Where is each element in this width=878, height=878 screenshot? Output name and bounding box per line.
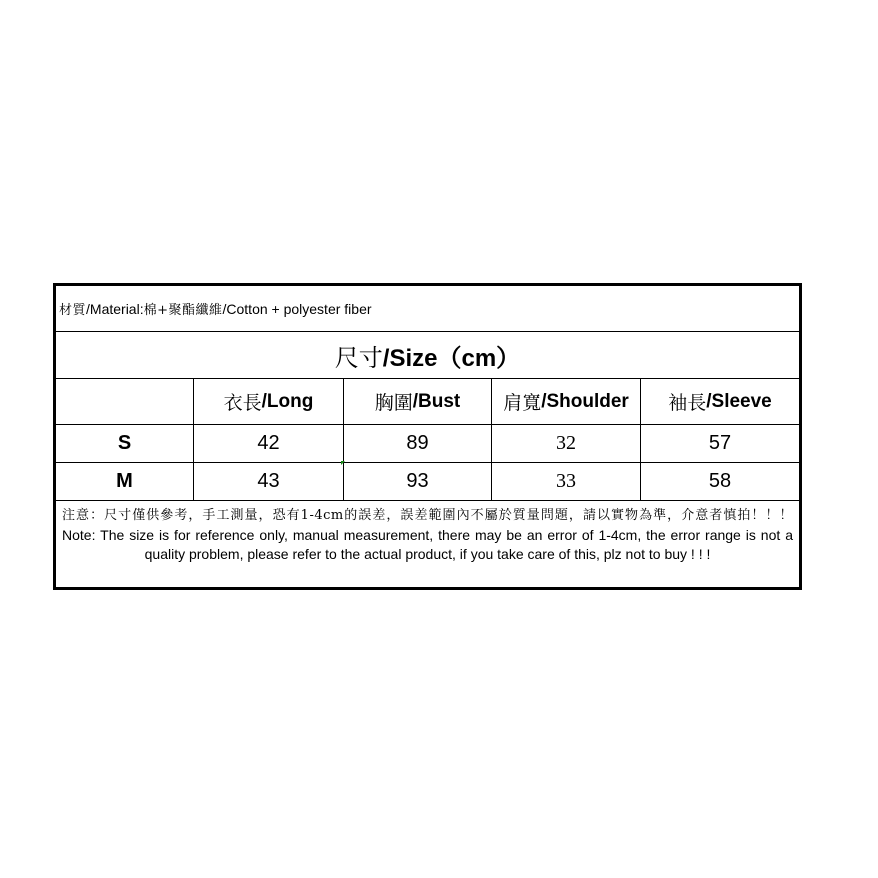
comment-marker-icon [341, 461, 345, 465]
cell-long-s: 42 [194, 425, 344, 462]
header-sleeve-cjk: 袖長 [668, 392, 707, 414]
material-row [56, 286, 799, 332]
size-chart-table [53, 283, 802, 590]
disclaimer-note-cjk: 注意：尺寸僅供參考，手工測量，恐有1-4cm的誤差，誤差範圍內不屬於質量問題，請以實物為準，介意者慎拍！！！ [62, 508, 793, 523]
material-label-cjk: 材質 [59, 303, 87, 318]
cell-shoulder-s: 32 [492, 425, 641, 462]
header-shoulder-en: /Shoulder [541, 390, 629, 412]
table-row [56, 425, 799, 463]
size-title-cjk: 尺寸 [334, 343, 383, 372]
header-sleeve [641, 379, 799, 424]
table-row [56, 463, 799, 501]
cell-bust-s: 89 [344, 425, 492, 462]
material-label-en: /Material: [86, 300, 144, 317]
header-bust [344, 379, 492, 424]
size-title-en: /Size（cm） [382, 344, 521, 372]
cell-shoulder-m: 33 [492, 463, 641, 500]
material-value-cjk: 棉+聚酯纖維 [143, 303, 223, 318]
header-sleeve-en: /Sleeve [706, 390, 772, 412]
header-long [194, 379, 344, 424]
header-bust-en: /Bust [412, 390, 461, 412]
cell-sleeve-s: 57 [708, 432, 732, 454]
size-label-m: M [56, 463, 194, 500]
disclaimer-note [56, 501, 799, 587]
size-label-s: S [56, 425, 194, 462]
header-bust-cjk: 胸圍 [374, 392, 413, 414]
header-corner-cell [56, 379, 194, 424]
cell-bust-m [344, 463, 492, 500]
material-value-en: /Cotton + polyester fiber [222, 300, 372, 317]
disclaimer-note-en: Note: The size is for reference only, manual measurement, there may be an error of 1-4cm, the error range is not a quality problem, please refer to the actual product, if you take care of this, plz not to buy ! ! ! [62, 526, 793, 562]
header-long-cjk: 衣長 [223, 392, 262, 414]
header-shoulder [492, 379, 641, 424]
size-title-row [56, 332, 799, 379]
header-shoulder-cjk: 肩寬 [503, 392, 542, 414]
column-header-row [56, 379, 799, 425]
cell-sleeve-m: 58 [708, 470, 732, 492]
header-long-en: /Long [261, 390, 314, 412]
cell-bust-m-value: 93 [406, 470, 429, 492]
cell-long-m: 43 [194, 463, 344, 500]
